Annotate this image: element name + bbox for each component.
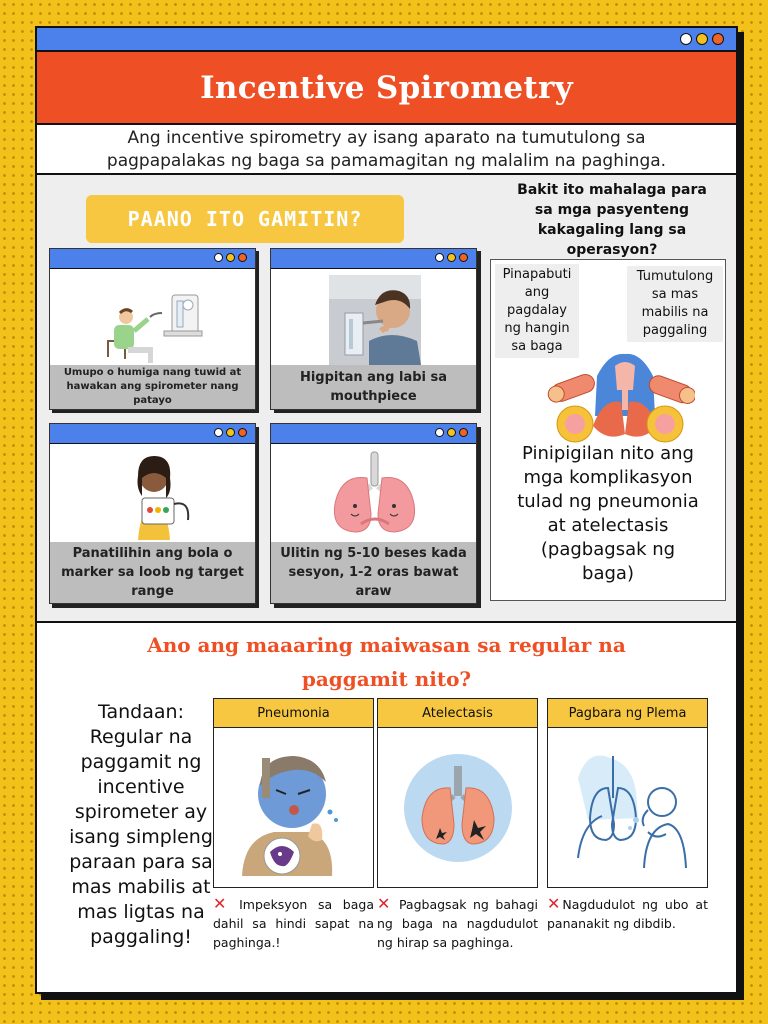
card-window-bar — [271, 249, 476, 269]
why-heading-line: operasyon? — [566, 242, 658, 258]
reminder-line: isang simpleng — [69, 826, 213, 848]
why-heading-line: sa mga pasyenteng — [534, 202, 690, 218]
why-heading-line: kakagaling lang sa — [537, 222, 687, 238]
tag-line: Pinapabuti — [502, 267, 572, 282]
title-banner — [37, 52, 736, 125]
reminder-line: incentive — [97, 776, 185, 798]
why-box — [490, 259, 726, 601]
why-heading-line: Bakit ito mahalaga para — [517, 182, 707, 198]
reminder-line: paraan para sa — [69, 851, 213, 873]
window-controls — [680, 33, 724, 45]
reminder-line: mas ligtas na — [77, 901, 205, 923]
why-heading — [492, 180, 732, 260]
step-card-2 — [270, 248, 477, 410]
man-mouthpiece-icon — [271, 269, 476, 367]
risk-card-plema — [547, 698, 708, 933]
intro-text — [37, 125, 736, 175]
x-mark-icon: ✕ — [547, 894, 561, 913]
orange-dot-icon — [712, 33, 724, 45]
why-text-line: Pinipigilan nito ang — [522, 443, 694, 464]
reminder-line: paggamit ng — [80, 751, 202, 773]
infographic-sheet — [35, 26, 738, 994]
intro-line: pagpapalakas ng baga sa pamamagitan ng malalim na paghinga. — [106, 151, 667, 171]
reminder-line: Regular na — [89, 726, 193, 748]
bottom-heading — [37, 628, 736, 696]
tag-line: mabilis na — [641, 305, 709, 320]
step-card-4 — [270, 423, 477, 604]
tag-line: sa baga — [511, 339, 563, 354]
reminder-line: paggaling! — [90, 926, 192, 948]
why-text — [491, 442, 725, 586]
yellow-dot-icon — [696, 33, 708, 45]
tag-line: ng hangin — [504, 321, 570, 336]
man-using-spirometer-icon — [50, 269, 255, 367]
intro-line: Ang incentive spirometry ay isang aparato na tumutulong sa — [127, 128, 646, 148]
card-window-bar — [50, 424, 255, 444]
window-bar — [37, 28, 736, 52]
risk-text: Pagbagsak ng bahagi ng baga na nagdudulot ng hirap sa paghinga. — [377, 897, 538, 950]
why-text-line: mga komplikasyon — [523, 467, 693, 488]
step-caption: Panatilihin ang bola o marker sa loob ng target range — [50, 542, 255, 603]
why-text-line: tulad ng pneumonia — [517, 491, 699, 512]
collapsed-lungs-icon — [377, 728, 538, 888]
sick-child-icon — [213, 728, 374, 888]
risk-card-atelectasis — [377, 698, 538, 952]
risk-description — [547, 894, 708, 933]
why-text-line: baga) — [582, 563, 634, 584]
reminder-line: mas mabilis at — [71, 876, 211, 898]
risk-description — [377, 894, 538, 952]
tag-line: ang — [524, 285, 550, 300]
respiratory-system-icon — [545, 346, 695, 446]
risk-title: Atelectasis — [377, 698, 538, 728]
bottom-heading-line: paggamit nito? — [301, 667, 472, 691]
tag-line: sa mas — [651, 287, 699, 302]
x-mark-icon: ✕ — [213, 894, 227, 913]
bottom-heading-line: Ano ang maaaring maiwasan sa regular na — [147, 633, 626, 657]
page-title: Incentive Spirometry — [200, 69, 573, 106]
risk-title: Pneumonia — [213, 698, 374, 728]
white-dot-icon — [680, 33, 692, 45]
reminder-line: Tandaan: — [98, 701, 184, 723]
tag-line: Tumutulong — [636, 269, 714, 284]
howto-heading: PAANO ITO GAMITIN? — [86, 195, 404, 243]
benefit-tag-right — [627, 266, 723, 342]
card-window-bar — [50, 249, 255, 269]
reminder-line: spirometer ay — [74, 801, 208, 823]
risk-description — [213, 894, 374, 952]
step-card-3 — [49, 423, 256, 604]
benefit-tag-left — [495, 264, 579, 358]
step-card-1 — [49, 248, 256, 410]
risk-card-pneumonia — [213, 698, 374, 952]
middle-section — [37, 175, 736, 623]
woman-spirometer-icon — [50, 444, 255, 544]
reminder-text — [45, 700, 237, 950]
x-mark-icon: ✕ — [377, 894, 391, 913]
lungs-character-icon — [271, 444, 476, 544]
step-caption: Higpitan ang labi sa mouthpiece — [271, 365, 476, 409]
risk-text: Nagdudulot ng ubo at pananakit ng dibdib. — [547, 897, 708, 931]
coughing-person-icon — [547, 728, 708, 888]
step-caption: Ulitin ng 5-10 beses kada sesyon, 1-2 oras bawat araw — [271, 542, 476, 603]
tag-line: pagdalay — [507, 303, 567, 318]
tag-line: paggaling — [642, 323, 708, 338]
card-window-bar — [271, 424, 476, 444]
why-text-line: (pagbagsak ng — [540, 539, 676, 560]
why-text-line: at atelectasis — [547, 515, 669, 536]
step-caption: Umupo o humiga nang tuwid at hawakan ang spirometer nang patayo — [50, 365, 255, 409]
risk-title: Pagbara ng Plema — [547, 698, 708, 728]
risk-text: Impeksyon sa baga dahil sa hindi sapat na paghinga.! — [213, 897, 374, 950]
